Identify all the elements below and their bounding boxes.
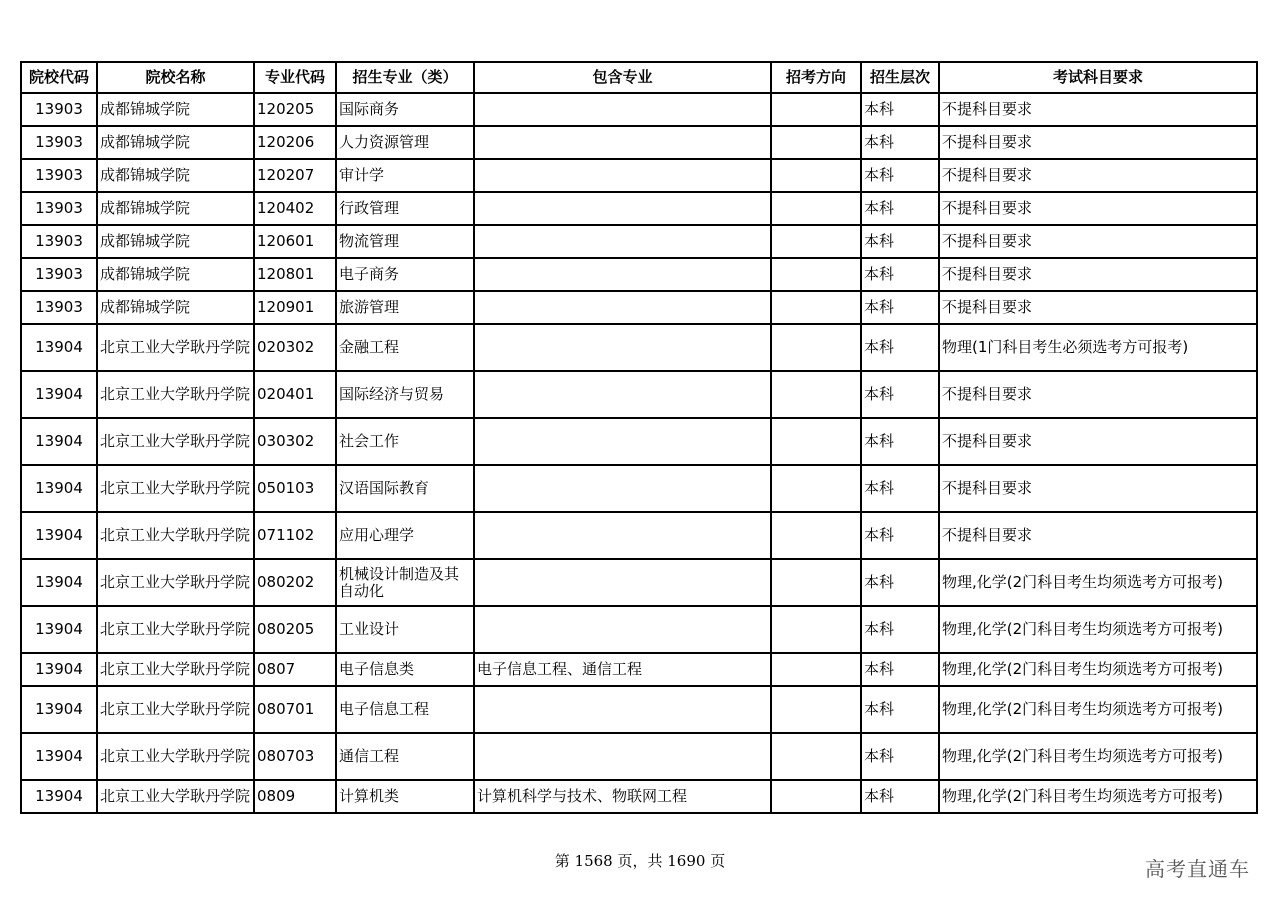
cell-subject-requirement: 物理,化学(2门科目考生均须选考方可报考) bbox=[939, 606, 1257, 653]
watermark: 高考直通车 bbox=[1145, 857, 1250, 881]
cell-direction bbox=[771, 686, 861, 733]
cell-level: 本科 bbox=[861, 225, 939, 258]
header-major-code: 专业代码 bbox=[254, 62, 336, 93]
cell-major-code: 120901 bbox=[254, 291, 336, 324]
cell-subject-requirement: 物理,化学(2门科目考生均须选考方可报考) bbox=[939, 653, 1257, 686]
table-row bbox=[21, 159, 1257, 192]
cell-level: 本科 bbox=[861, 291, 939, 324]
cell-direction bbox=[771, 418, 861, 465]
cell-direction bbox=[771, 780, 861, 813]
cell-included-majors bbox=[474, 159, 771, 192]
cell-level: 本科 bbox=[861, 159, 939, 192]
cell-subject-requirement: 物理,化学(2门科目考生均须选考方可报考) bbox=[939, 733, 1257, 780]
table-row bbox=[21, 512, 1257, 559]
cell-major-code: 030302 bbox=[254, 418, 336, 465]
cell-school-code: 13903 bbox=[21, 159, 97, 192]
cell-major: 行政管理 bbox=[336, 192, 474, 225]
cell-included-majors bbox=[474, 225, 771, 258]
cell-school-code: 13903 bbox=[21, 291, 97, 324]
cell-school-name: 北京工业大学耿丹学院 bbox=[97, 686, 254, 733]
cell-direction bbox=[771, 258, 861, 291]
cell-major: 物流管理 bbox=[336, 225, 474, 258]
cell-major-code: 080703 bbox=[254, 733, 336, 780]
cell-subject-requirement: 不提科目要求 bbox=[939, 371, 1257, 418]
header-included-majors: 包含专业 bbox=[474, 62, 771, 93]
cell-major-code: 120205 bbox=[254, 93, 336, 126]
cell-school-name: 成都锦城学院 bbox=[97, 258, 254, 291]
cell-subject-requirement: 不提科目要求 bbox=[939, 418, 1257, 465]
cell-included-majors: 计算机科学与技术、物联网工程 bbox=[474, 780, 771, 813]
cell-included-majors bbox=[474, 686, 771, 733]
header-school-name: 院校名称 bbox=[97, 62, 254, 93]
cell-level: 本科 bbox=[861, 418, 939, 465]
cell-major: 人力资源管理 bbox=[336, 126, 474, 159]
cell-level: 本科 bbox=[861, 733, 939, 780]
cell-major: 电子信息工程 bbox=[336, 686, 474, 733]
cell-direction bbox=[771, 159, 861, 192]
table-row bbox=[21, 93, 1257, 126]
table-row bbox=[21, 418, 1257, 465]
cell-school-name: 成都锦城学院 bbox=[97, 192, 254, 225]
cell-school-name: 成都锦城学院 bbox=[97, 159, 254, 192]
cell-subject-requirement: 不提科目要求 bbox=[939, 225, 1257, 258]
cell-major-code: 120601 bbox=[254, 225, 336, 258]
cell-included-majors bbox=[474, 606, 771, 653]
cell-level: 本科 bbox=[861, 192, 939, 225]
cell-included-majors: 电子信息工程、通信工程 bbox=[474, 653, 771, 686]
cell-subject-requirement: 不提科目要求 bbox=[939, 192, 1257, 225]
cell-included-majors bbox=[474, 192, 771, 225]
cell-school-code: 13903 bbox=[21, 192, 97, 225]
cell-major: 审计学 bbox=[336, 159, 474, 192]
cell-subject-requirement: 不提科目要求 bbox=[939, 465, 1257, 512]
cell-subject-requirement: 物理(1门科目考生必须选考方可报考) bbox=[939, 324, 1257, 371]
cell-included-majors bbox=[474, 512, 771, 559]
cell-major-code: 020401 bbox=[254, 371, 336, 418]
table-row bbox=[21, 686, 1257, 733]
table-row bbox=[21, 465, 1257, 512]
cell-school-code: 13904 bbox=[21, 606, 97, 653]
header-major: 招生专业（类） bbox=[336, 62, 474, 93]
header-subject-requirement: 考试科目要求 bbox=[939, 62, 1257, 93]
cell-school-code: 13904 bbox=[21, 559, 97, 606]
cell-level: 本科 bbox=[861, 465, 939, 512]
cell-school-name: 北京工业大学耿丹学院 bbox=[97, 465, 254, 512]
cell-subject-requirement: 不提科目要求 bbox=[939, 512, 1257, 559]
cell-direction bbox=[771, 126, 861, 159]
cell-major: 国际商务 bbox=[336, 93, 474, 126]
cell-major-code: 050103 bbox=[254, 465, 336, 512]
cell-direction bbox=[771, 653, 861, 686]
cell-level: 本科 bbox=[861, 126, 939, 159]
cell-subject-requirement: 物理,化学(2门科目考生均须选考方可报考) bbox=[939, 780, 1257, 813]
cell-level: 本科 bbox=[861, 606, 939, 653]
cell-major: 电子信息类 bbox=[336, 653, 474, 686]
cell-school-name: 成都锦城学院 bbox=[97, 126, 254, 159]
cell-school-name: 成都锦城学院 bbox=[97, 93, 254, 126]
cell-school-name: 北京工业大学耿丹学院 bbox=[97, 780, 254, 813]
cell-included-majors bbox=[474, 126, 771, 159]
cell-major-code: 120207 bbox=[254, 159, 336, 192]
cell-school-name: 北京工业大学耿丹学院 bbox=[97, 512, 254, 559]
table-row bbox=[21, 780, 1257, 813]
cell-subject-requirement: 不提科目要求 bbox=[939, 291, 1257, 324]
table-row bbox=[21, 733, 1257, 780]
cell-major-code: 120801 bbox=[254, 258, 336, 291]
cell-major-code: 0809 bbox=[254, 780, 336, 813]
header-row bbox=[21, 62, 1257, 93]
header-direction: 招考方向 bbox=[771, 62, 861, 93]
cell-direction bbox=[771, 225, 861, 258]
table-row bbox=[21, 258, 1257, 291]
header-level: 招生层次 bbox=[861, 62, 939, 93]
cell-included-majors bbox=[474, 324, 771, 371]
table-row bbox=[21, 291, 1257, 324]
cell-major: 社会工作 bbox=[336, 418, 474, 465]
cell-school-name: 北京工业大学耿丹学院 bbox=[97, 324, 254, 371]
cell-direction bbox=[771, 93, 861, 126]
cell-level: 本科 bbox=[861, 780, 939, 813]
cell-school-code: 13903 bbox=[21, 93, 97, 126]
cell-major: 金融工程 bbox=[336, 324, 474, 371]
cell-school-name: 成都锦城学院 bbox=[97, 291, 254, 324]
cell-school-code: 13904 bbox=[21, 371, 97, 418]
cell-subject-requirement: 不提科目要求 bbox=[939, 93, 1257, 126]
cell-major: 国际经济与贸易 bbox=[336, 371, 474, 418]
cell-direction bbox=[771, 733, 861, 780]
cell-level: 本科 bbox=[861, 512, 939, 559]
table-row bbox=[21, 324, 1257, 371]
cell-direction bbox=[771, 512, 861, 559]
cell-included-majors bbox=[474, 733, 771, 780]
table-row bbox=[21, 606, 1257, 653]
cell-level: 本科 bbox=[861, 653, 939, 686]
cell-school-code: 13904 bbox=[21, 465, 97, 512]
cell-level: 本科 bbox=[861, 686, 939, 733]
cell-level: 本科 bbox=[861, 324, 939, 371]
cell-school-code: 13904 bbox=[21, 512, 97, 559]
cell-direction bbox=[771, 192, 861, 225]
cell-direction bbox=[771, 371, 861, 418]
cell-school-name: 北京工业大学耿丹学院 bbox=[97, 606, 254, 653]
cell-major-code: 0807 bbox=[254, 653, 336, 686]
cell-major-code: 120402 bbox=[254, 192, 336, 225]
cell-major: 应用心理学 bbox=[336, 512, 474, 559]
cell-level: 本科 bbox=[861, 258, 939, 291]
table-row bbox=[21, 126, 1257, 159]
cell-major: 汉语国际教育 bbox=[336, 465, 474, 512]
cell-school-code: 13904 bbox=[21, 653, 97, 686]
cell-school-code: 13903 bbox=[21, 258, 97, 291]
cell-subject-requirement: 物理,化学(2门科目考生均须选考方可报考) bbox=[939, 559, 1257, 606]
table-row bbox=[21, 653, 1257, 686]
cell-school-name: 北京工业大学耿丹学院 bbox=[97, 371, 254, 418]
cell-school-name: 北京工业大学耿丹学院 bbox=[97, 653, 254, 686]
cell-major: 计算机类 bbox=[336, 780, 474, 813]
cell-school-name: 北京工业大学耿丹学院 bbox=[97, 733, 254, 780]
cell-major: 电子商务 bbox=[336, 258, 474, 291]
cell-major-code: 080205 bbox=[254, 606, 336, 653]
cell-major-code: 120206 bbox=[254, 126, 336, 159]
cell-subject-requirement: 不提科目要求 bbox=[939, 258, 1257, 291]
cell-school-code: 13904 bbox=[21, 324, 97, 371]
cell-major-code: 080701 bbox=[254, 686, 336, 733]
cell-major-code: 071102 bbox=[254, 512, 336, 559]
cell-subject-requirement: 不提科目要求 bbox=[939, 159, 1257, 192]
cell-direction bbox=[771, 291, 861, 324]
cell-school-code: 13903 bbox=[21, 126, 97, 159]
cell-major-code: 080202 bbox=[254, 559, 336, 606]
cell-direction bbox=[771, 559, 861, 606]
table-row bbox=[21, 192, 1257, 225]
cell-school-name: 北京工业大学耿丹学院 bbox=[97, 418, 254, 465]
cell-school-code: 13904 bbox=[21, 733, 97, 780]
table-row bbox=[21, 559, 1257, 606]
cell-major: 旅游管理 bbox=[336, 291, 474, 324]
cell-school-name: 北京工业大学耿丹学院 bbox=[97, 559, 254, 606]
cell-included-majors bbox=[474, 418, 771, 465]
cell-school-name: 成都锦城学院 bbox=[97, 225, 254, 258]
cell-included-majors bbox=[474, 371, 771, 418]
cell-major: 通信工程 bbox=[336, 733, 474, 780]
cell-direction bbox=[771, 465, 861, 512]
cell-included-majors bbox=[474, 258, 771, 291]
cell-direction bbox=[771, 324, 861, 371]
cell-direction bbox=[771, 606, 861, 653]
cell-included-majors bbox=[474, 291, 771, 324]
table-row bbox=[21, 225, 1257, 258]
admissions-table bbox=[20, 61, 1258, 814]
table-row bbox=[21, 371, 1257, 418]
cell-included-majors bbox=[474, 559, 771, 606]
cell-school-code: 13904 bbox=[21, 780, 97, 813]
cell-included-majors bbox=[474, 93, 771, 126]
cell-school-code: 13904 bbox=[21, 418, 97, 465]
cell-subject-requirement: 物理,化学(2门科目考生均须选考方可报考) bbox=[939, 686, 1257, 733]
cell-included-majors bbox=[474, 465, 771, 512]
cell-level: 本科 bbox=[861, 93, 939, 126]
page-number: 第 1568 页，共 1690 页 bbox=[554, 852, 726, 870]
table-body bbox=[21, 93, 1257, 813]
cell-major: 机械设计制造及其自动化 bbox=[336, 559, 474, 606]
cell-school-code: 13904 bbox=[21, 686, 97, 733]
cell-level: 本科 bbox=[861, 371, 939, 418]
cell-school-code: 13903 bbox=[21, 225, 97, 258]
cell-major: 工业设计 bbox=[336, 606, 474, 653]
header-school-code: 院校代码 bbox=[21, 62, 97, 93]
cell-major-code: 020302 bbox=[254, 324, 336, 371]
cell-level: 本科 bbox=[861, 559, 939, 606]
cell-subject-requirement: 不提科目要求 bbox=[939, 126, 1257, 159]
